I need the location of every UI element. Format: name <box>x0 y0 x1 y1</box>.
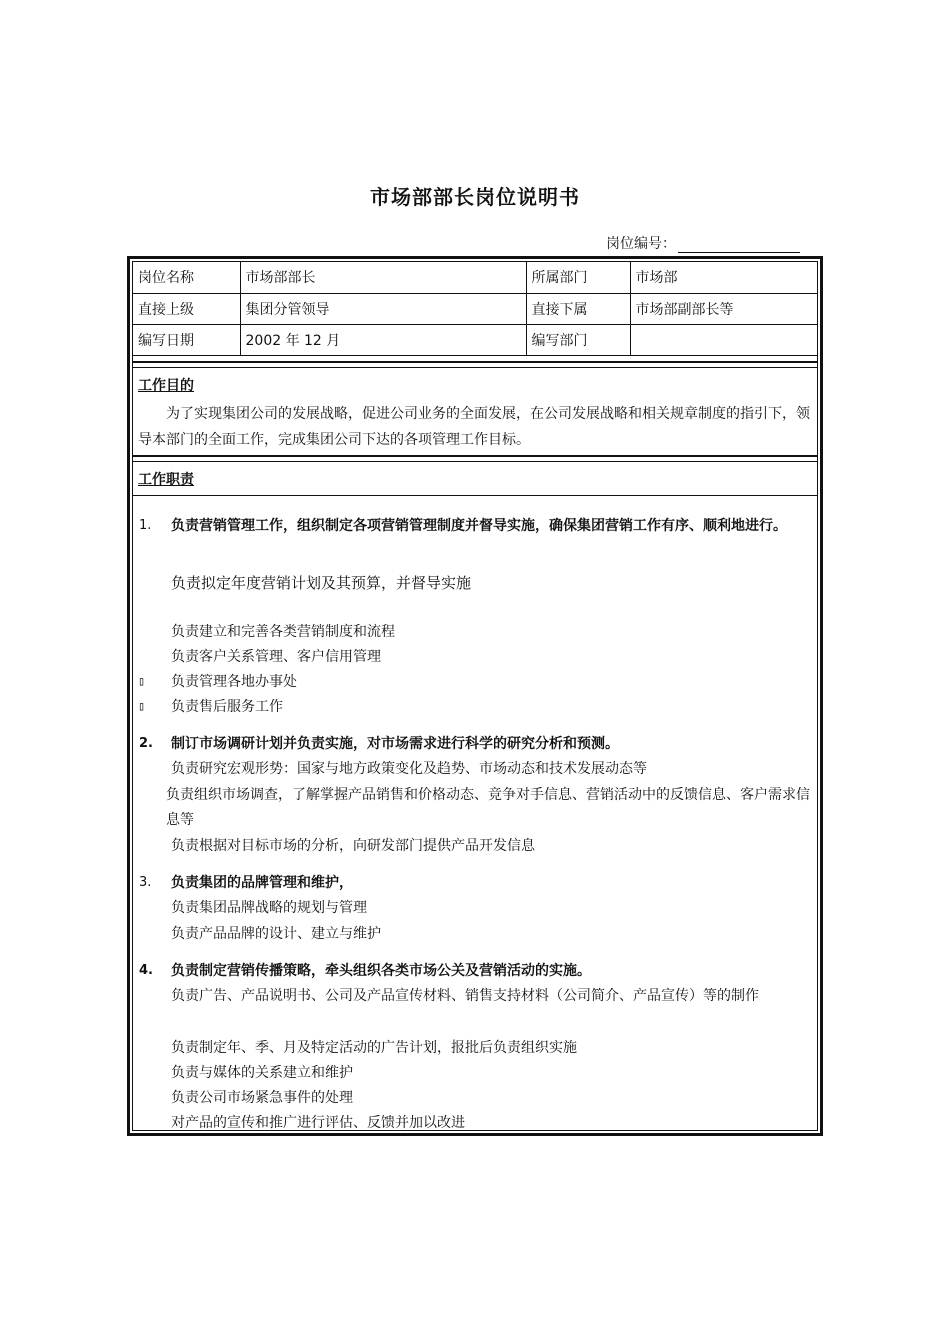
heading-divider <box>133 495 817 496</box>
info-table <box>133 262 817 356</box>
duty-item: 对产品的宣传和推广进行评估、反馈并加以改进 <box>171 1115 465 1131</box>
job-description-frame <box>127 256 823 1136</box>
info-value: 市场部副部长等 <box>630 293 817 324</box>
info-value: 集团分管领导 <box>240 293 526 324</box>
post-number-blank <box>678 238 800 253</box>
info-label: 编写日期 <box>133 324 240 355</box>
duty-title: 负责营销管理工作，组织制定各项营销管理制度并督导实施，确保集团营销工作有序、顺利地进行。 <box>171 518 787 534</box>
info-label: 直接下属 <box>526 293 630 324</box>
info-row <box>133 324 817 355</box>
duty-title: 负责制定营销传播策略，牵头组织各类市场公关及营销活动的实施。 <box>171 963 591 979</box>
purpose-heading: 工作目的 <box>138 378 194 394</box>
post-number <box>606 233 800 253</box>
duty-title: 制订市场调研计划并负责实施，对市场需求进行科学的研究分析和预测。 <box>171 736 619 752</box>
duty-item: 负责广告、产品说明书、公司及产品宣传材料、销售支持材料（公司简介、产品宣传）等的制作 <box>171 988 759 1004</box>
info-row <box>133 262 817 293</box>
duty-item: 负责组织市场调查，了解掌握产品销售和价格动态、竞争对手信息、营销活动中的反馈信息、客户需求信息等 <box>166 787 810 828</box>
duty-number: 3. <box>139 875 152 890</box>
duty-item: 负责售后服务工作 <box>171 699 283 715</box>
duty-item: 负责制定年、季、月及特定活动的广告计划，报批后负责组织实施 <box>171 1040 577 1056</box>
section-divider <box>133 455 817 462</box>
duty-title: 负责集团的品牌管理和维护， <box>171 875 353 891</box>
duty-item: 负责公司市场紧急事件的处理 <box>171 1090 353 1106</box>
duty-item: 负责研究宏观形势：国家与地方政策变化及趋势、市场动态和技术发展动态等 <box>171 761 647 777</box>
duty-number: 2. <box>139 736 153 751</box>
info-value: 2002 年 12 月 <box>240 324 526 355</box>
duty-number: 4. <box>139 963 153 978</box>
info-value: 市场部 <box>630 262 817 293</box>
info-row <box>133 293 817 324</box>
info-value <box>630 324 817 355</box>
info-label: 岗位名称 <box>133 262 240 293</box>
section-divider <box>133 361 817 368</box>
info-label: 编写部门 <box>526 324 630 355</box>
duty-item: 负责集团品牌战略的规划与管理 <box>171 900 367 916</box>
duty-item: 负责管理各地办事处 <box>171 674 297 690</box>
document-title: 市场部部长岗位说明书 <box>370 185 580 209</box>
bullet-icon: ▯ <box>138 674 146 688</box>
duty-item: 负责建立和完善各类营销制度和流程 <box>171 624 395 640</box>
duty-item: 负责拟定年度营销计划及其预算，并督导实施 <box>171 574 472 592</box>
duty-item: 负责产品品牌的设计、建立与维护 <box>171 926 381 942</box>
duties-heading: 工作职责 <box>138 472 194 488</box>
frame-inner <box>132 261 818 1131</box>
duty-number: 1. <box>139 518 152 533</box>
bullet-icon: ▯ <box>138 699 146 713</box>
post-number-label: 岗位编号： <box>606 236 676 252</box>
info-value: 市场部部长 <box>240 262 526 293</box>
duty-item: 负责与媒体的关系建立和维护 <box>171 1065 353 1081</box>
duty-item: 负责客户关系管理、客户信用管理 <box>171 649 381 665</box>
duty-item: 负责根据对目标市场的分析，向研发部门提供产品开发信息 <box>171 838 535 854</box>
purpose-text: 为了实现集团公司的发展战略，促进公司业务的全面发展，在公司发展战略和相关规章制度的指引下，领导本部门的全面工作，完成集团公司下达的各项管理工作目标。 <box>138 406 810 448</box>
info-label: 所属部门 <box>526 262 630 293</box>
info-label: 直接上级 <box>133 293 240 324</box>
